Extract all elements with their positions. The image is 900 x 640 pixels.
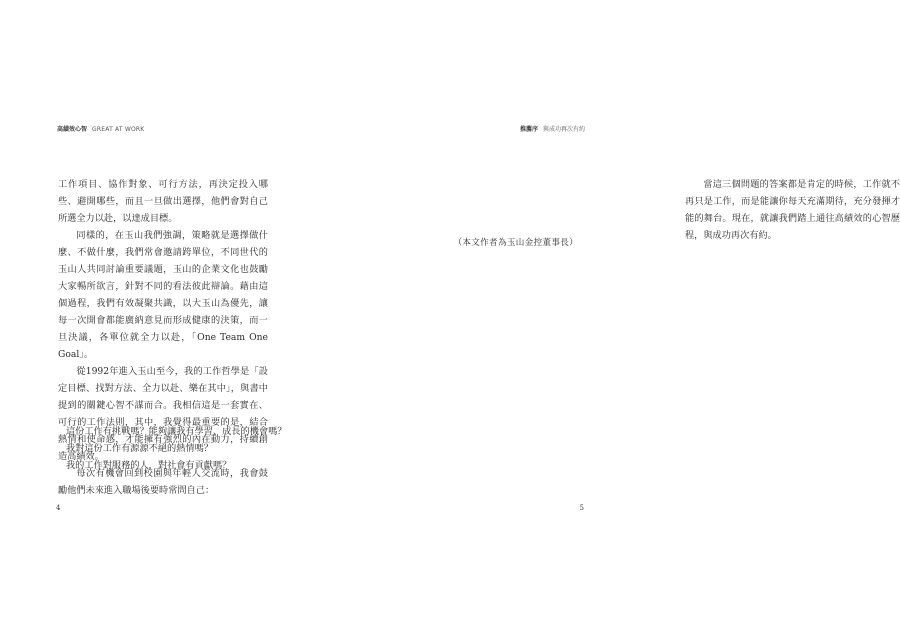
section-title: 推薦序 [519,126,538,133]
paragraph: 從1992年進入玉山至今，我的工作哲學是「設定目標、找對方法、全力以赴、樂在其中」，與書中提到的關鍵心智不謀而合。我相信這是一套實在、可行的工作法則，其中，我覺得最重要的是，結合熱情和使命感，才能擁有強烈的內在動力，持續創造高績效。 [58,366,268,462]
book-title: 高績效心智 [57,126,88,133]
question-item: 我的工作對服務的人，對社會有貢獻嗎？ [66,460,232,471]
running-header-right [520,124,585,133]
paragraph: 同樣的，在玉山我們強調，策略就是選擇做什麼、不做什麼，我們常會邀請跨單位，不同世代的玉山人共同討論重要議題，玉山的企業文化也鼓勵大家暢所欲言，針對不同的看法彼此辯論。藉由這個過程，我們有效凝聚共識，以大玉山為優先，讓每一次開會都能廣納意見而形成健康的決策，而一旦決議，各單位就全力以赴，「One Team One Goal」。 [58,230,268,360]
paragraph: 工作項目、協作對象、可行方法，再決定投入哪些、避開哪些，而且一旦做出選擇，他們會對自己所選全力以赴，以達成目標。 [58,179,268,224]
page-number-left: 4 [56,504,61,512]
question-item: 這份工作有挑戰嗎？能夠讓我有學習、成長的機會嗎？ [66,426,287,437]
right-page [320,0,900,640]
left-page [0,0,320,640]
section-subtitle: 與成功再次有約 [542,126,585,133]
author-signature: （本文作者為玉山金控董事長） [453,238,578,248]
question-item: 我對這份工作有源源不絕的熱情嗎？ [66,443,213,454]
right-body-text [685,176,900,244]
book-subtitle: GREAT AT WORK [92,126,145,133]
paragraph: 每次有機會回到校園與年輕人交流時，我會鼓勵他們未來進入職場後要時常問自己： [58,468,268,496]
paragraph: 當這三個問題的答案都是肯定的時候，工作就不再只是工作，而是能讓你每天充滿期待，充分發揮才能的舞台。現在，就讓我們踏上通往高績效的心智歷程，與成功再次有約。 [685,179,900,241]
question-list [66,423,287,474]
running-header-left [57,124,144,133]
page-number-right: 5 [579,504,584,512]
